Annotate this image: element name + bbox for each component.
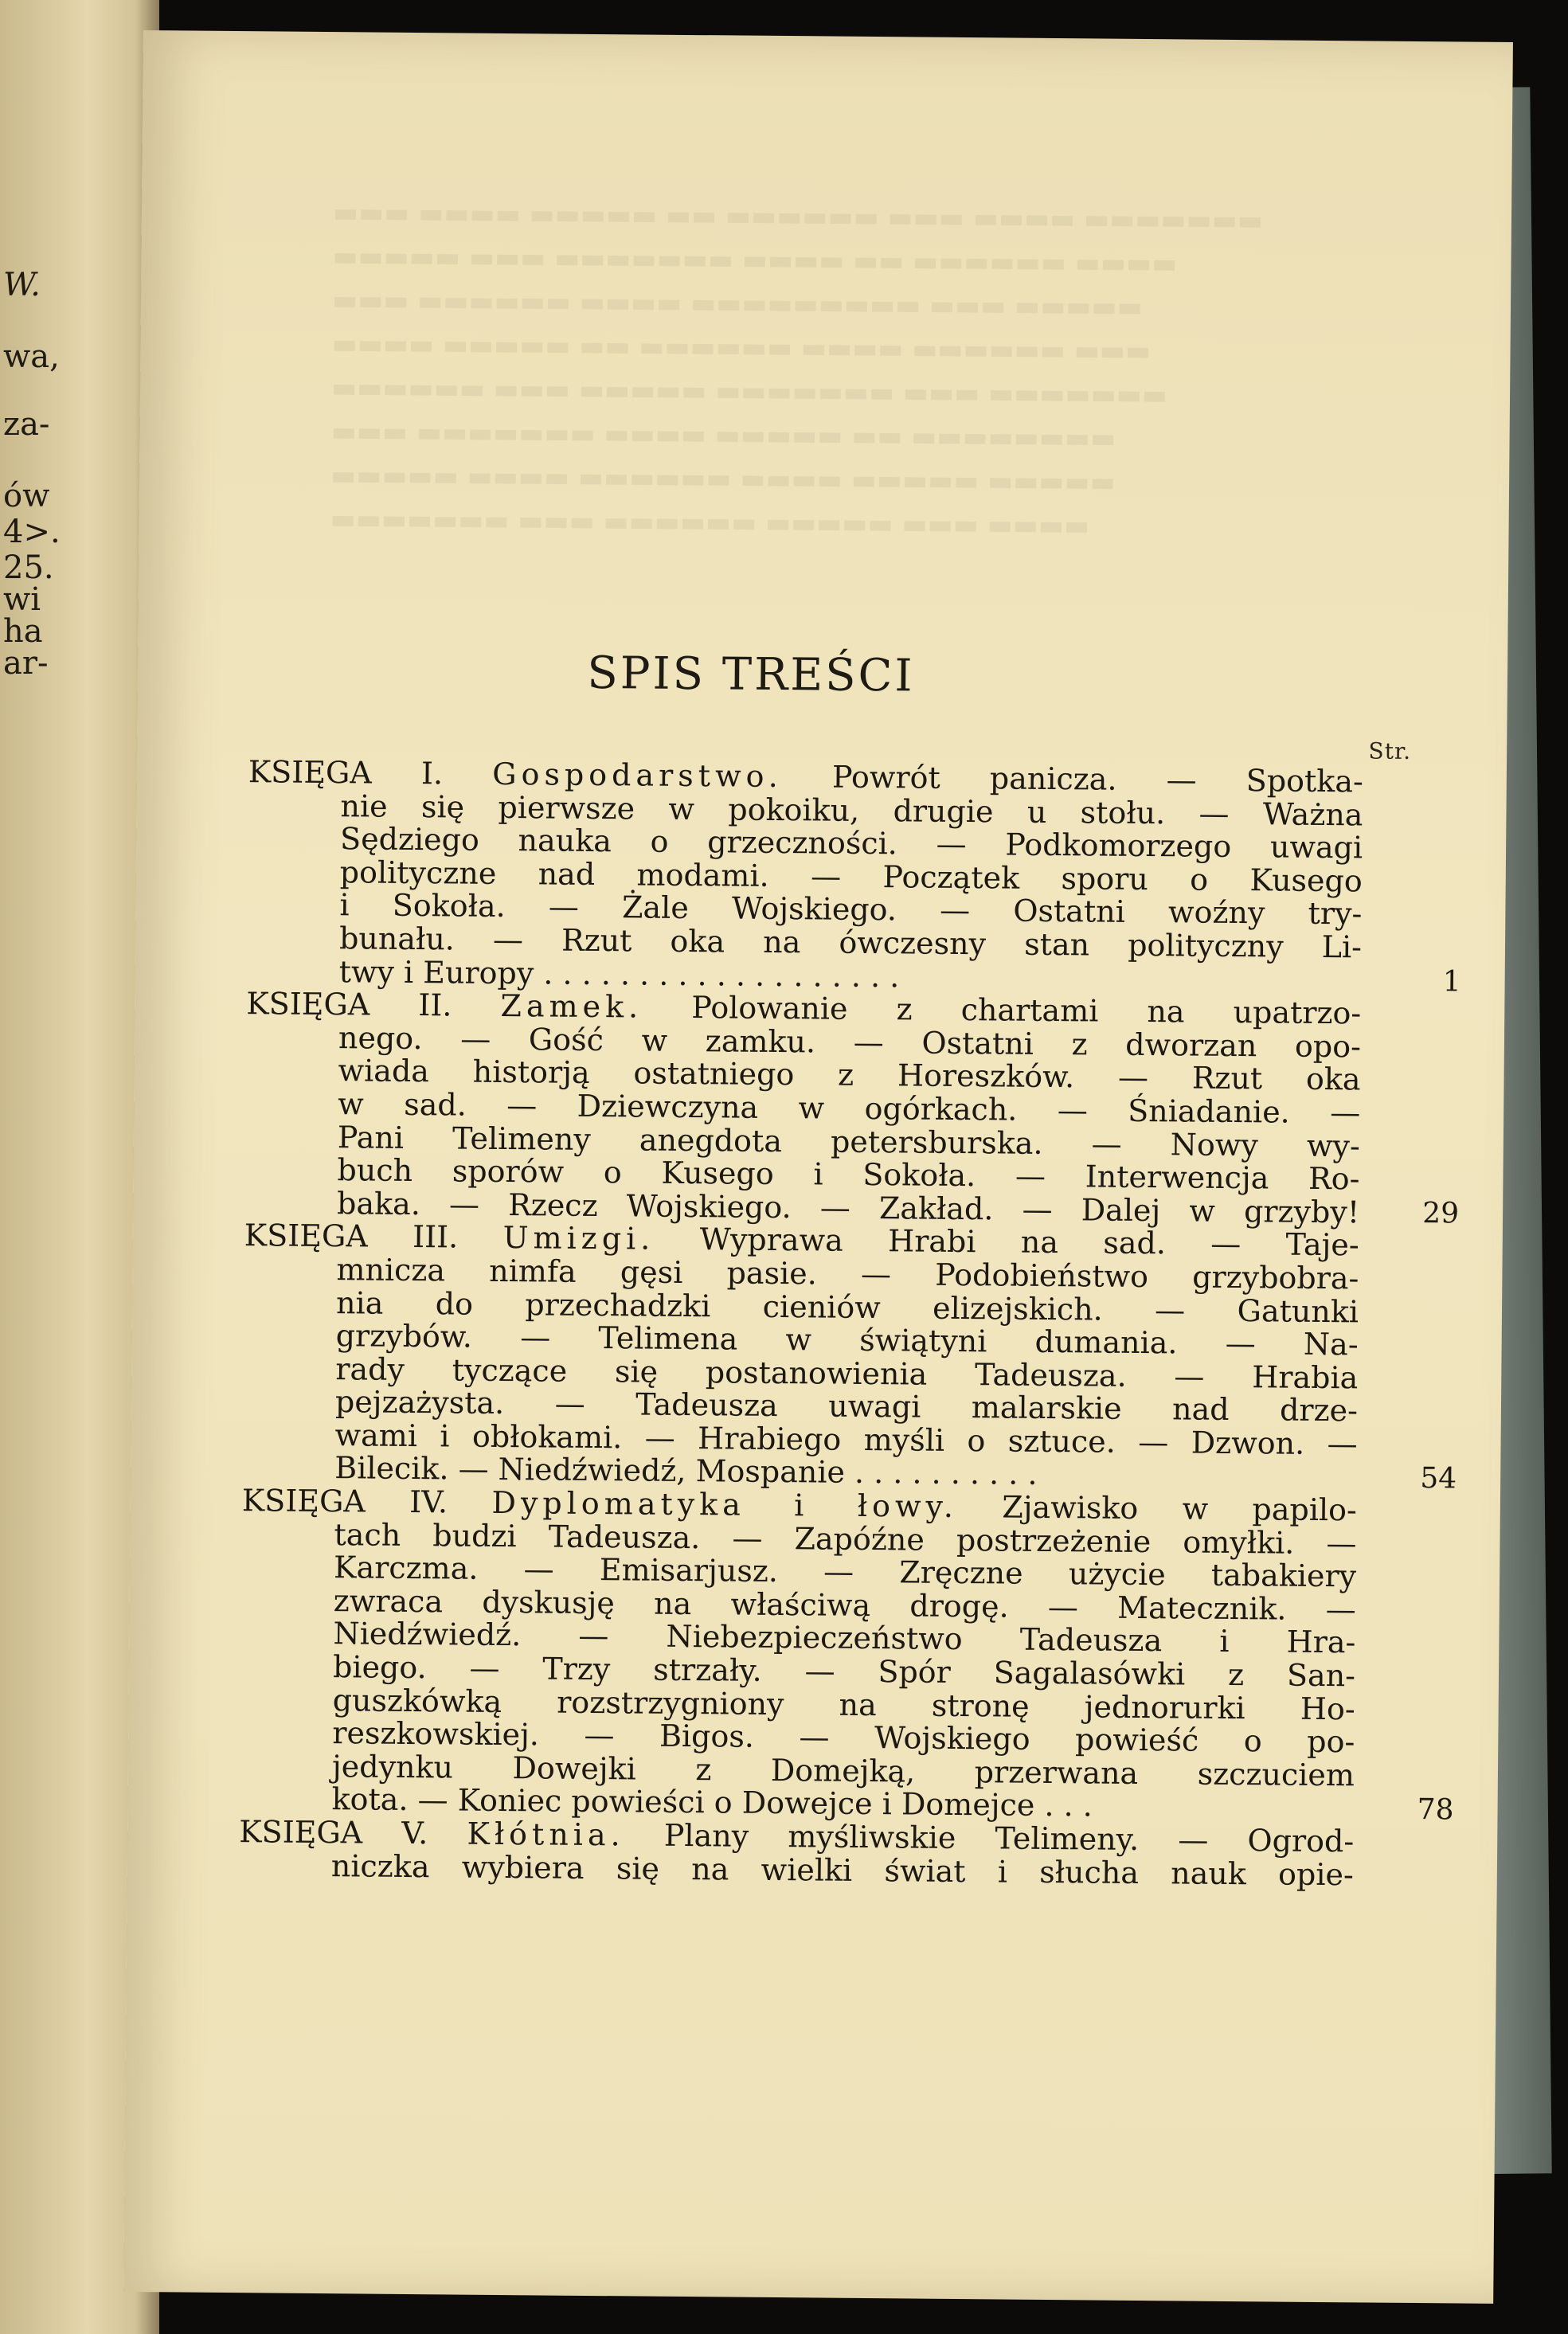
- entry-line: baka. — Rzecz Wojskiego. — Zakład. — Dalej w grzyby!: [336, 1185, 1360, 1230]
- book-title: Zamek.: [500, 988, 643, 1025]
- entry-line: zwraca dyskusję na właściwą drogę. — Matecznik. —: [333, 1583, 1356, 1628]
- book-label: KSIĘGA I.: [248, 754, 444, 792]
- entry-line: guszkówką rozstrzygniony na stronę jednorurki Ho-: [332, 1682, 1355, 1726]
- book-title: Kłótnia.: [467, 1816, 625, 1853]
- entry-summary: Powrót panicza. — Spotka-: [831, 759, 1364, 800]
- left-page-fragment: wi: [3, 581, 41, 618]
- entry-line: mnicza nimfa gęsi pasie. — Podobieństwo grzybobra-: [336, 1252, 1359, 1296]
- entry-line: wami i obłokami. — Hrabiego myśli o sztuce. — Dzwon. —: [334, 1417, 1358, 1462]
- entry-line: reszkowskiej. — Bigos. — Wojskiego powieść o po-: [332, 1715, 1355, 1760]
- entry-line: bunału. — Rzut oka na ówczesny stan polityczny Li-: [338, 921, 1363, 965]
- entry-line: nia do przechadzki cieniów elizejskich. — Gatunki: [335, 1284, 1359, 1329]
- entry-line: w sad. — Dziewczyna w ogórkach. — Śniadanie. —: [338, 1086, 1361, 1131]
- entry-line: grzybów. — Telimena w świątyni dumania. — Na-: [335, 1318, 1359, 1362]
- entry-line: i Sokoła. — Żale Wojskiego. — Ostatni woźny try-: [339, 887, 1363, 932]
- entry-summary: Zjawisko w papilo-: [1002, 1489, 1358, 1528]
- book-label: KSIĘGA IV.: [241, 1483, 448, 1520]
- entry-line: pejzażysta. — Tadeusza uwagi malarskie nad drze-: [334, 1384, 1359, 1429]
- left-page-fragment: 25.: [3, 549, 54, 586]
- page-number: 1: [1442, 965, 1461, 999]
- page-number: 78: [1417, 1793, 1454, 1827]
- entry-line: buch sporów o Kusego i Sokoła. — Interwencja Ro-: [337, 1152, 1360, 1197]
- book-label: KSIĘGA V.: [239, 1814, 428, 1851]
- book-label: KSIĘGA III.: [244, 1218, 459, 1255]
- entry-line: polityczne nad modami. — Początek sporu o Kusego: [339, 854, 1363, 899]
- left-page-fragment: ar-: [3, 645, 49, 682]
- entry-line: Sędziego nauka o grzeczności. — Podkomorzego uwagi: [339, 821, 1363, 866]
- toc-entry: [244, 986, 1460, 1230]
- left-page-fragment: W.: [3, 267, 41, 303]
- entry-line: tach budzi Tadeusza. — Zapóźne postrzeżenie omyłki. —: [334, 1516, 1357, 1562]
- entry-line: kota. — Koniec powieści o Dowejce i Domejce . . .: [331, 1781, 1093, 1824]
- toc-entry: [239, 1816, 1355, 1891]
- left-page-fragment: ha: [3, 613, 43, 650]
- entry-line: rady tyczące się postanowienia Tadeusza. — Hrabia: [335, 1351, 1359, 1396]
- toc-entry: [242, 1218, 1457, 1495]
- page-column-label: Str.: [1368, 737, 1412, 764]
- entry-line: jedynku Dowejki z Domejką, przerwana szczuciem: [331, 1748, 1355, 1793]
- show-through-text: ▬▬▬ ▬▬▬▬ ▬▬▬▬▬ ▬▬ ▬▬▬▬▬▬ ▬▬▬ ▬▬▬▬ ▬▬▬▬▬▬▬ ▬▬▬▬▬ ▬▬▬ ▬▬▬▬▬▬▬ ▬▬▬▬ ▬▬ ▬▬▬▬▬▬ ▬▬▬▬ ▬▬▬ ▬▬▬▬▬▬ ▬▬▬▬ ▬▬▬▬▬▬▬▬▬ ▬▬▬ ▬▬▬▬▬ ▬▬▬▬ ▬▬▬▬▬ ▬▬ ▬▬▬▬▬▬ ▬▬▬▬ ▬▬▬▬▬▬ ▬▬▬ ▬▬▬▬▬▬ ▬▬▬ ▬▬▬▬▬ ▬▬▬▬▬▬▬ ▬▬▬ ▬▬▬▬▬▬▬ ▬▬▬ ▬▬▬▬▬▬▬ ▬▬▬▬ ▬▬▬▬▬ ▬▬ ▬▬▬▬▬▬▬▬ ▬▬▬▬▬ ▬▬▬▬ ▬▬▬▬▬▬ ▬▬▬▬ ▬▬▬▬▬ ▬▬▬▬▬ ▬▬▬▬▬▬▬ ▬▬▬ ▬▬▬▬▬▬ ▬▬▬▬▬ ▬▬▬ ▬▬▬▬: [330, 197, 1264, 542]
- entry-line: Niedźwiedź. — Niebezpieczeństwo Tadeusza i Hra-: [333, 1616, 1356, 1660]
- book-page: [123, 30, 1513, 2304]
- entry-line: Bilecik. — Niedźwiedź, Mospanie . . . . . . . . . .: [334, 1450, 1038, 1492]
- entry-summary: Wyprawa Hrabi na sad. — Taje-: [699, 1222, 1359, 1263]
- entry-line: Karczma. — Emisarjusz. — Zręczne użycie tabakiery: [333, 1550, 1357, 1594]
- left-page-fragment: ów: [3, 478, 50, 514]
- book-label: KSIĘGA II.: [246, 986, 452, 1023]
- toc-entry: [247, 754, 1461, 999]
- left-page-fragment: za-: [3, 406, 50, 443]
- page-number: 54: [1420, 1462, 1457, 1495]
- entry-summary: Polowanie z chartami na upatrzo-: [691, 990, 1362, 1031]
- entry-line: niczka wybiera się na wielki świat i słucha nauk opie-: [330, 1847, 1355, 1892]
- left-page-fragment: wa,: [3, 338, 60, 375]
- entry-line: nego. — Gość w zamku. — Ostatni z dworzan opo-: [338, 1019, 1362, 1065]
- entry-line: wiada historją ostatniego z Horeszków. — Rzut oka: [338, 1053, 1361, 1097]
- table-of-contents: [239, 754, 1461, 1892]
- entry-line: Pani Telimeny anegdota petersburska. — Nowy wy-: [337, 1119, 1361, 1163]
- entry-line: twy i Europy . . . . . . . . . . . . . . . . . . .: [338, 953, 900, 994]
- entry-line: biego. — Trzy strzały. — Spór Sagalasówki z San-: [332, 1649, 1356, 1694]
- page-number: 29: [1422, 1197, 1460, 1230]
- book-title: Gospodarstwo.: [492, 756, 784, 795]
- entry-summary: Plany myśliwskie Telimeny. — Ogrod-: [663, 1817, 1355, 1859]
- left-page-fragment: 4>.: [3, 514, 61, 550]
- book-title: Umizgi.: [502, 1220, 655, 1257]
- book-title: Dyplomatyka i łowy.: [491, 1484, 959, 1525]
- toc-entry: [239, 1483, 1454, 1827]
- entry-line: nie się pierwsze w pokoiku, drugie u stołu. — Ważna: [340, 788, 1363, 832]
- page-title: SPIS TREŚCI: [587, 647, 915, 702]
